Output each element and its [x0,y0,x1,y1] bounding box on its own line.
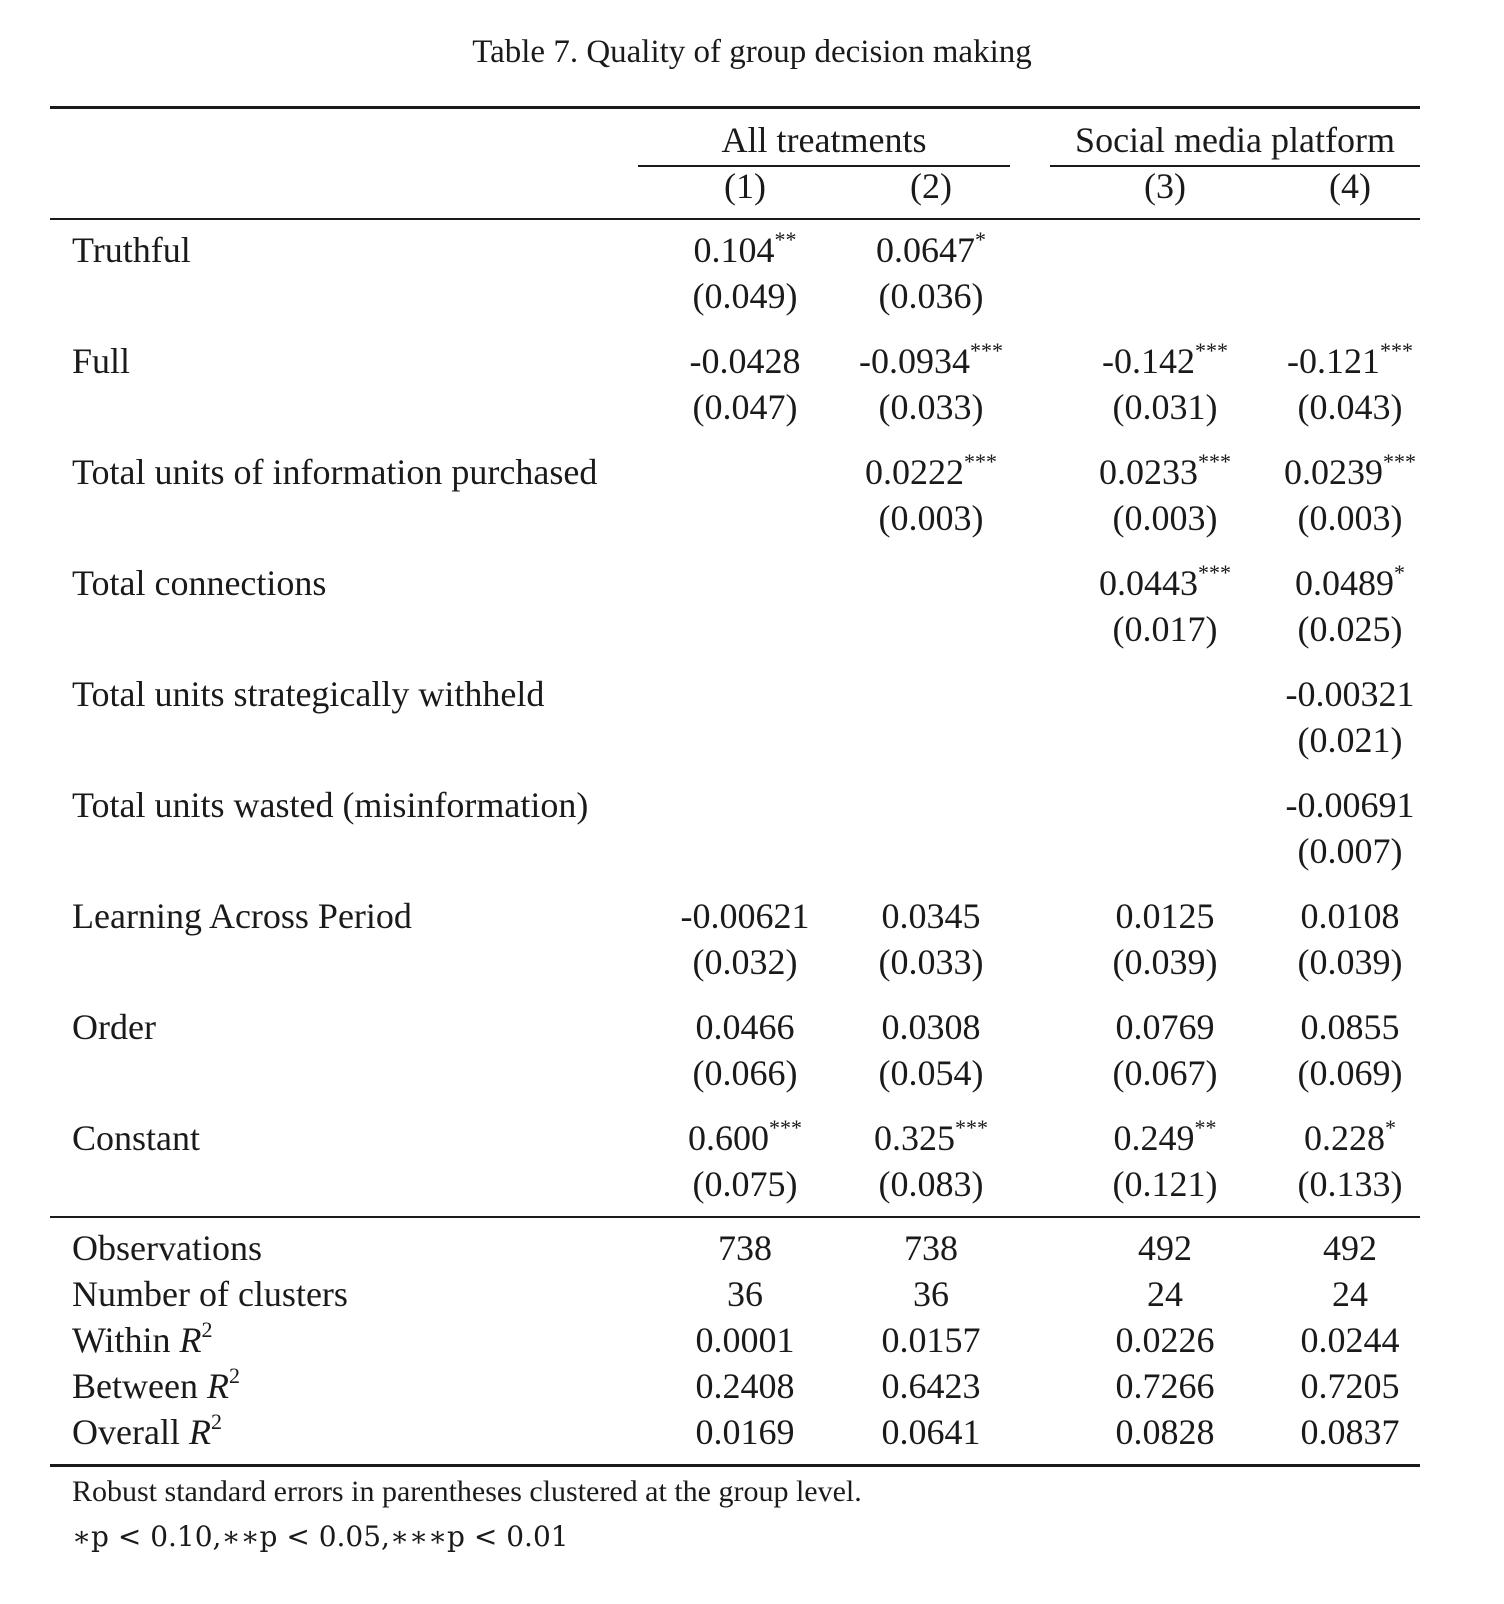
stat-value-cell: 492 [1323,1228,1377,1268]
stat-value-cell: 24 [1147,1274,1183,1314]
standard-error-cell: (0.031) [1112,387,1218,427]
column-number-3: (3) [1144,166,1186,206]
group-header-all-treatments: All treatments [721,120,927,160]
standard-error-cell: (0.067) [1112,1053,1218,1093]
coefficient-cell: -0.00691 [1285,785,1415,825]
stat-value-cell: 0.0157 [881,1320,981,1360]
stat-value-cell: 0.2408 [695,1366,795,1406]
coefficient-cell: -0.121*** [1287,338,1413,381]
coefficient-cell: -0.142*** [1102,338,1228,381]
column-number-4: (4) [1329,166,1371,206]
stat-value-cell: 0.0244 [1300,1320,1400,1360]
standard-error-cell: (0.039) [1112,942,1218,982]
coefficient-cell: 0.0125 [1115,896,1215,936]
row-label: Order [72,1007,156,1047]
table-caption: Table 7. Quality of group decision making [472,34,1032,70]
row-label: Full [72,341,131,381]
coefficient-cell: 0.0108 [1300,896,1400,936]
standard-error-cell: (0.003) [878,498,984,538]
row-label: Learning Across Period [72,896,412,936]
superscript: 2 [201,1317,213,1342]
stat-value-cell: 0.0001 [695,1320,795,1360]
standard-error-cell: (0.075) [692,1164,798,1204]
standard-error-cell: (0.003) [1297,498,1403,538]
stat-value-cell: 0.7266 [1115,1366,1215,1406]
significance-stars: *** [1380,338,1413,363]
significance-stars: *** [1198,560,1231,585]
stat-value-cell: 738 [904,1228,958,1268]
stat-label: Observations [72,1228,262,1268]
standard-error-cell: (0.036) [878,276,984,316]
stat-label: Number of clusters [72,1274,348,1314]
coefficient-cell: 0.0466 [695,1007,795,1047]
standard-error-cell: (0.049) [692,276,798,316]
row-label: Total units strategically withheld [72,674,545,714]
coefficient-cell: -0.00321 [1285,674,1415,714]
standard-error-cell: (0.133) [1297,1164,1403,1204]
column-number-1: (1) [724,166,766,206]
coefficient-cell: 0.325*** [874,1115,988,1158]
standard-error-cell: (0.003) [1112,498,1218,538]
significance-stars: * [1394,560,1405,585]
stat-value-cell: 0.0837 [1300,1412,1400,1452]
significance-stars: ** [1194,1115,1217,1140]
stat-value-cell: 0.0641 [881,1412,981,1452]
coefficient-cell: 0.600*** [688,1115,802,1158]
row-label: Constant [72,1118,201,1158]
coefficient-cell: 0.104** [693,227,797,270]
standard-error-cell: (0.121) [1112,1164,1218,1204]
coefficient-cell: 0.0239*** [1284,449,1416,492]
stats-rule [50,1216,1420,1218]
stat-value-cell: 0.0828 [1115,1412,1215,1452]
stat-value-cell: 0.6423 [881,1366,981,1406]
standard-error-cell: (0.039) [1297,942,1403,982]
standard-error-cell: (0.066) [692,1053,798,1093]
bottom-rule [50,1464,1420,1467]
stat-value-cell: 36 [727,1274,763,1314]
standard-error-cell: (0.033) [878,387,984,427]
coefficient-cell: 0.0345 [881,896,981,936]
stat-value-cell: 0.7205 [1300,1366,1400,1406]
significance-stars: * [975,227,986,252]
coefficient-cell: 0.0233*** [1099,449,1231,492]
superscript: 2 [210,1409,222,1434]
stat-label: Within $R^2$ [72,1317,213,1360]
standard-error-cell: (0.025) [1297,609,1403,649]
standard-error-cell: (0.054) [878,1053,984,1093]
significance-stars: ** [774,227,797,252]
superscript: 2 [228,1363,240,1388]
row-label: Total units wasted (misinformation) [72,785,589,825]
significance-stars: *** [1195,338,1228,363]
significance-stars: *** [1383,449,1416,474]
stat-value-cell: 36 [913,1274,949,1314]
coefficient-cell: 0.0489* [1295,560,1405,603]
standard-error-cell: (0.007) [1297,831,1403,871]
significance-stars: * [1385,1115,1396,1140]
coefficient-cell: 0.0308 [881,1007,981,1047]
coefficient-cell: 0.0855 [1300,1007,1400,1047]
stat-value-cell: 0.0169 [695,1412,795,1452]
stat-value-cell: 492 [1138,1228,1192,1268]
row-label: Total connections [72,563,327,603]
header-rule [50,218,1420,220]
stat-value-cell: 738 [718,1228,772,1268]
coefficient-cell: -0.00621 [680,896,810,936]
standard-error-cell: (0.043) [1297,387,1403,427]
coefficient-cell: 0.0443*** [1099,560,1231,603]
coefficient-cell: 0.0647* [876,227,986,270]
stat-value-cell: 24 [1332,1274,1368,1314]
coefficient-cell: 0.249** [1113,1115,1217,1158]
row-label: Truthful [72,230,191,270]
standard-error-cell: (0.032) [692,942,798,982]
coefficient-cell: -0.0934*** [859,338,1003,381]
standard-error-cell: (0.069) [1297,1053,1403,1093]
stat-value-cell: 0.0226 [1115,1320,1215,1360]
significance-stars: *** [769,1115,802,1140]
significance-stars: *** [970,338,1003,363]
standard-error-cell: (0.033) [878,942,984,982]
significance-stars: *** [1198,449,1231,474]
note-significance-levels: ∗p < 0.10,∗∗p < 0.05,∗∗∗p < 0.01 [72,1520,569,1553]
standard-error-cell: (0.047) [692,387,798,427]
coefficient-cell: 0.0222*** [865,449,997,492]
significance-stars: *** [955,1115,988,1140]
top-rule [50,106,1420,109]
group-header-social-media: Social media platform [1075,120,1395,160]
coefficient-cell: 0.0769 [1115,1007,1215,1047]
standard-error-cell: (0.021) [1297,720,1403,760]
standard-error-cell: (0.083) [878,1164,984,1204]
stat-label: Between $R^2$ [72,1363,240,1406]
note-standard-errors: Robust standard errors in parentheses clustered at the group level. [72,1475,862,1508]
stat-label: Overall $R^2$ [72,1409,222,1452]
column-number-2: (2) [910,166,952,206]
significance-stars: *** [964,449,997,474]
row-label: Total units of information purchased [72,452,598,492]
coefficient-cell: -0.0428 [689,341,801,381]
standard-error-cell: (0.017) [1112,609,1218,649]
coefficient-cell: 0.228* [1304,1115,1396,1158]
